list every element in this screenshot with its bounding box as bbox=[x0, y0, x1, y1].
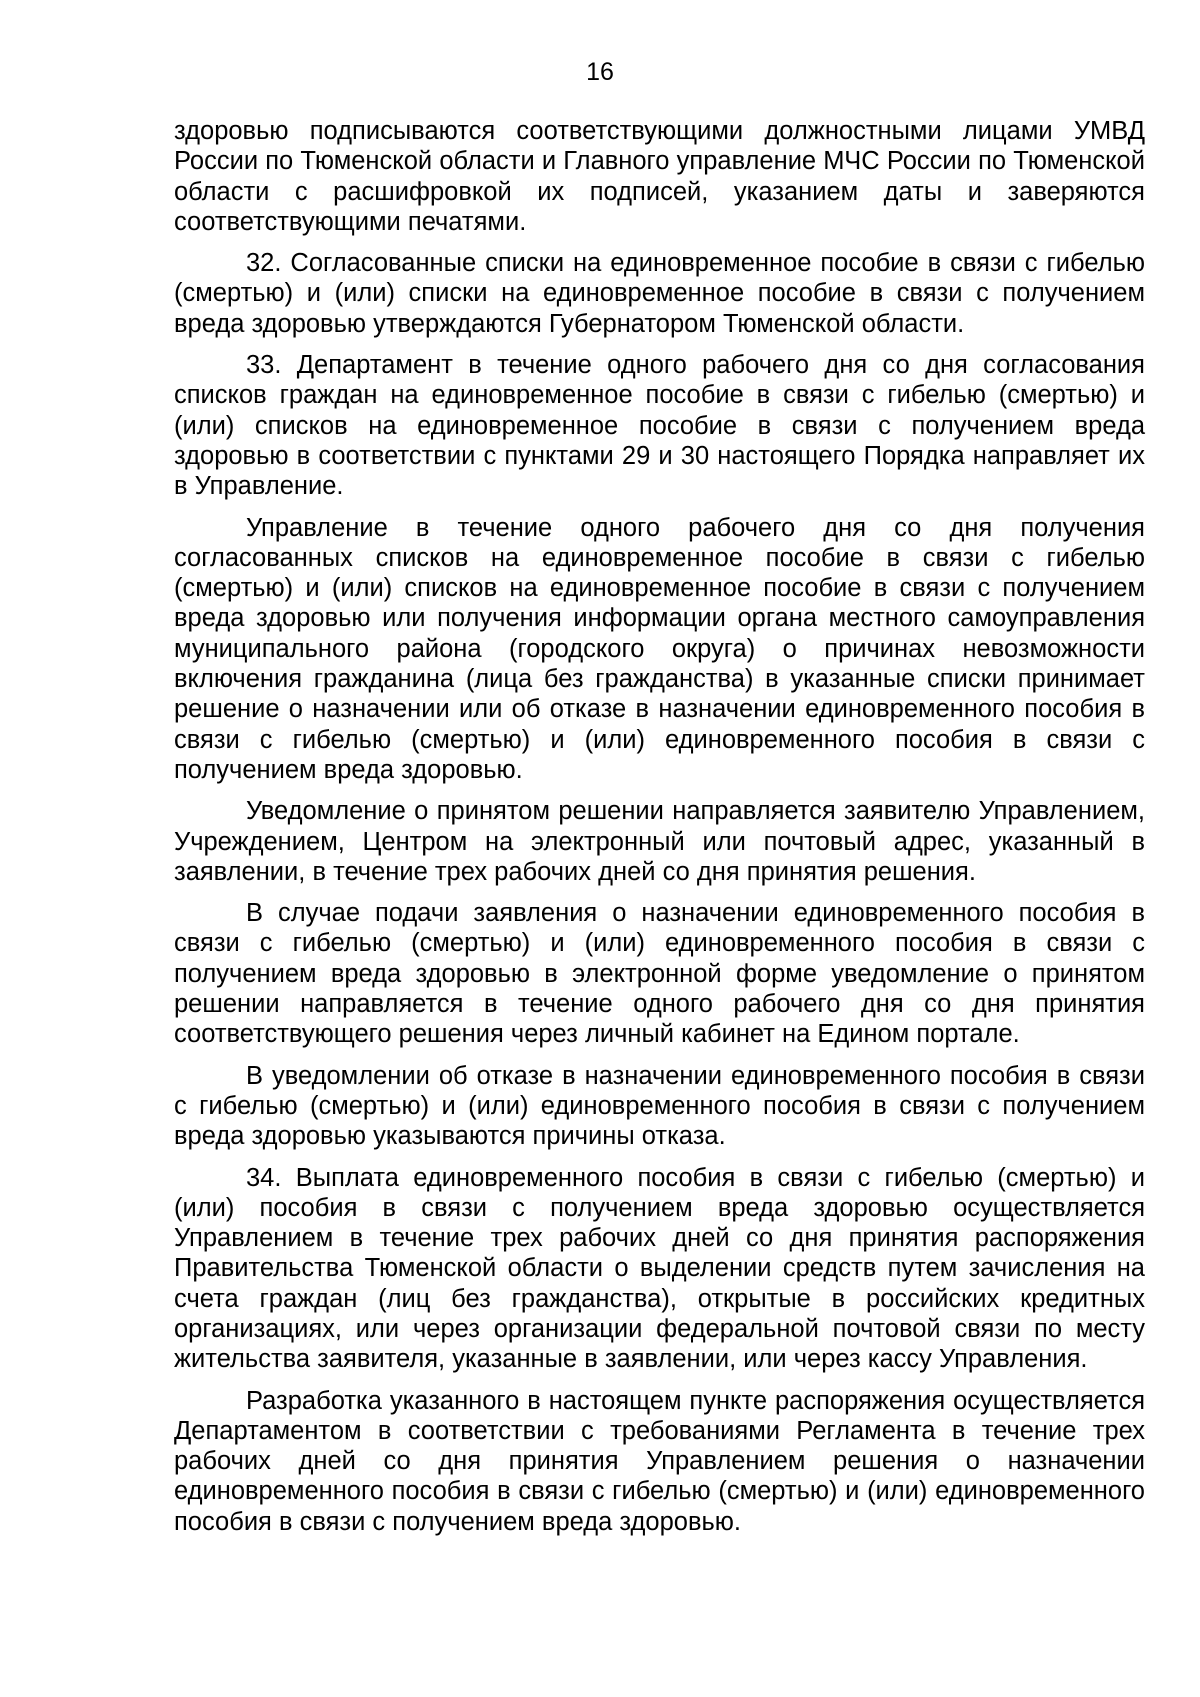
paragraph-electronic-notification: В случае подачи заявления о назначении единовременного пособия в связи с гибелью (смертью) и (или) единовременного пособия в связи с получением вреда здоровью в электронной форме уведомление о принятом решении направляется в течение одного рабочего дня со дня принятия соответствующего решения через личный кабинет на Едином портале. bbox=[174, 899, 1145, 1049]
paragraph-decision: Управление в течение одного рабочего дня со дня получения согласованных списков на единовременное пособие в связи с гибелью (смертью) и (или) списков на единовременное пособие в связи с получением вреда здоровью или получения информации органа местного самоуправления муниципального района (городского округа) о причинах невозможности включения гражданина (лица без гражданства) в указанные списки принимает решение о назначении или об отказе в назначении единовременного пособия в связи с гибелью (смертью) и (или) единовременного пособия в связи с получением вреда здоровью. bbox=[174, 513, 1145, 784]
paragraph-continuation: здоровью подписываются соответствующими должностными лицами УМВД России по Тюменской области и Главного управление МЧС России по Тюменской области с расшифровкой их подписей, указанием даты и заверяются соответствующими печатями. bbox=[174, 117, 1145, 236]
document-body bbox=[174, 116, 1145, 1548]
paragraph-item-34: 34. Выплата единовременного пособия в связи с гибелью (смертью) и (или) пособия в связи с получением вреда здоровью осуществляется Управлением в течение трех рабочих дней со дня принятия распоряжения Правительства Тюменской области о выделении средств путем зачисления на счета граждан (лиц без гражданства), открытые в российских кредитных организациях, или через организации федеральной почтовой связи по месту жительства заявителя, указанные в заявлении, или через кассу Управления. bbox=[174, 1163, 1145, 1374]
paragraph-order-development: Разработка указанного в настоящем пункте распоряжения осуществляется Департаментом в соответствии с требованиями Регламента в течение трех рабочих дней со дня принятия Управлением решения о назначении единовременного пособия в связи с гибелью (смертью) и (или) единовременного пособия в связи с получением вреда здоровью. bbox=[174, 1386, 1145, 1536]
page-number: 16 bbox=[586, 58, 614, 86]
paragraph-item-32: 32. Согласованные списки на единовременное пособие в связи с гибелью (смертью) и (или) списки на единовременное пособие в связи с получением вреда здоровью утверждаются Губернатором Тюменской области. bbox=[174, 249, 1145, 338]
paragraph-notification: Уведомление о принятом решении направляется заявителю Управлением, Учреждением, Центром на электронный или почтовый адрес, указанный в заявлении, в течение трех рабочих дней со дня принятия решения. bbox=[174, 797, 1145, 886]
paragraph-refusal-reasons: В уведомлении об отказе в назначении единовременного пособия в связи с гибелью (смертью) и (или) единовременного пособия в связи с получением вреда здоровью указываются причины отказа. bbox=[174, 1061, 1145, 1151]
paragraph-item-33: 33. Департамент в течение одного рабочего дня со дня согласования списков граждан на единовременное пособие в связи с гибелью (смертью) и (или) списков на единовременное пособие в связи с получением вреда здоровью в соответствии с пунктами 29 и 30 настоящего Порядка направляет их в Управление. bbox=[174, 351, 1145, 501]
